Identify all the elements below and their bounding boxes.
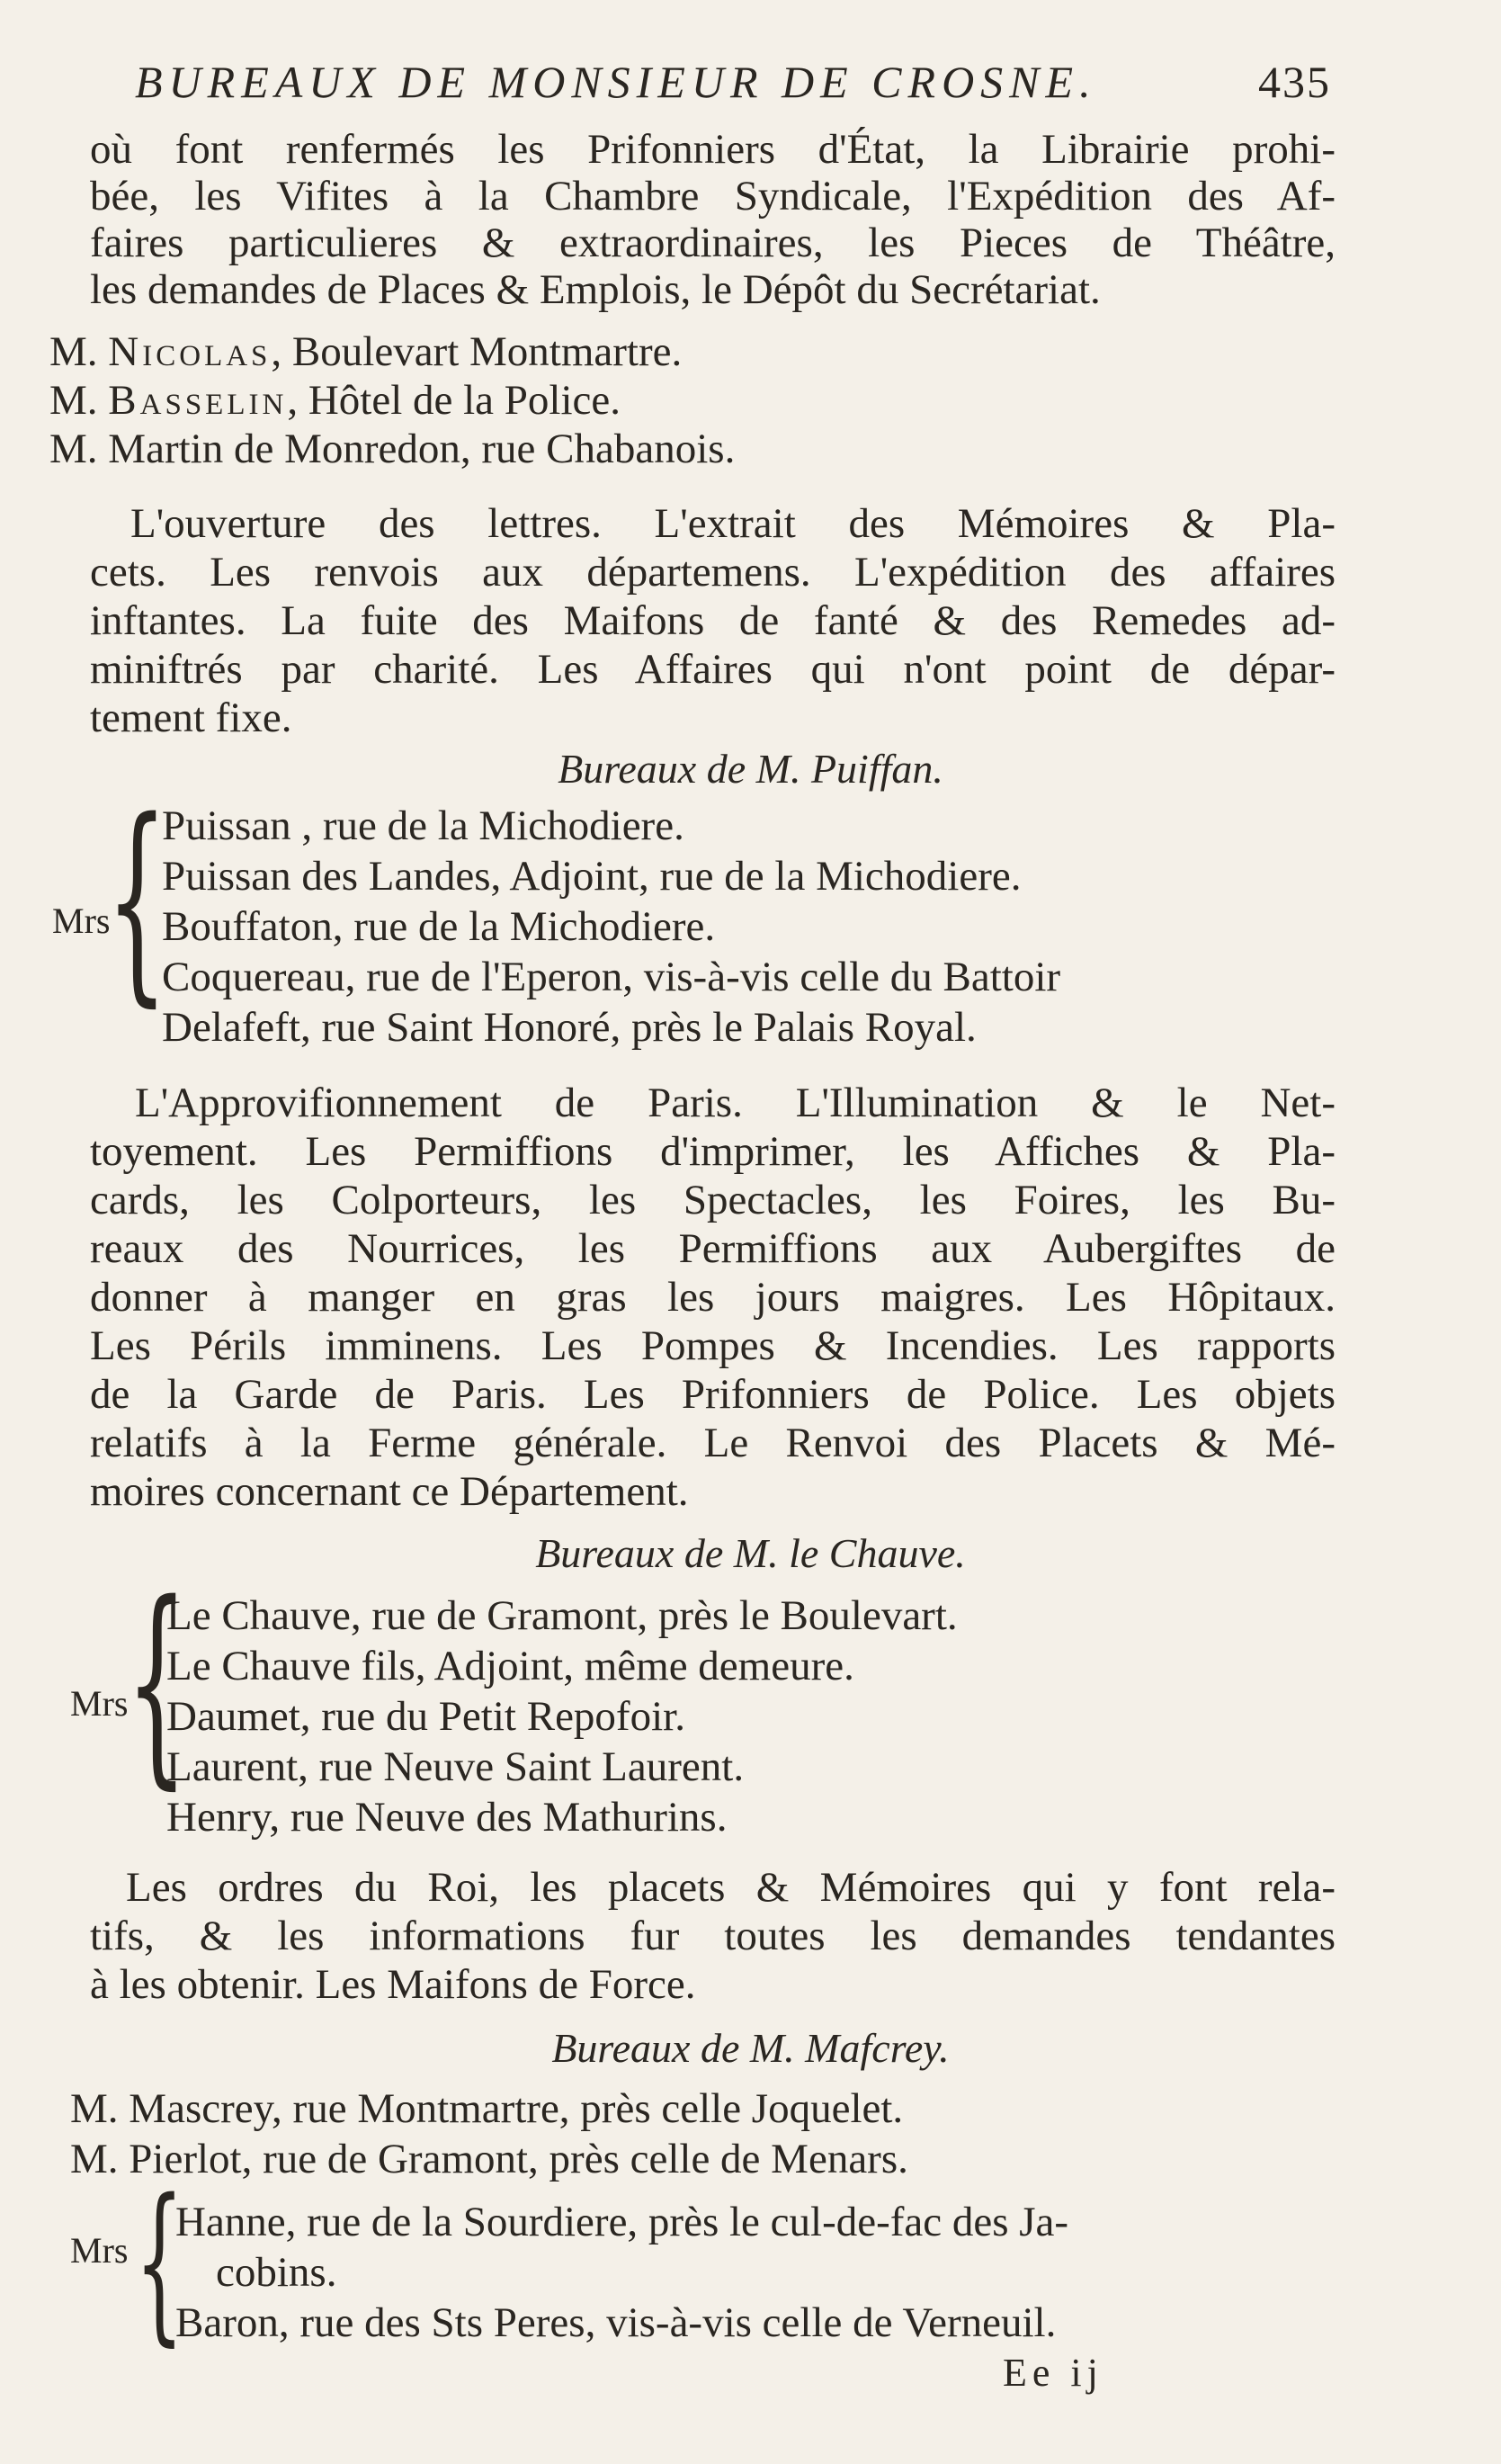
duties-line: de la Garde de Paris. Les Prifonniers de Police. Les objets (90, 1371, 1336, 1418)
duties-line: toyement. Les Permiffions d'imprimer, les Affiches & Pla- (90, 1128, 1336, 1175)
duties-line: Les ordres du Roi, les placets & Mémoires qui y font rela- (126, 1864, 1336, 1911)
member-entry: Baron, rue des Sts Peres, vis-à-vis celle de Verneuil. (175, 2299, 1057, 2346)
member-entry: Puissan , rue de la Michodiere. (162, 802, 684, 849)
duties-line: L'ouverture des lettres. L'extrait des Mémoires & Pla- (130, 500, 1336, 547)
intro-line: bée, les Vifites à la Chambre Syndicale, l'Expédition des Af- (90, 173, 1336, 220)
brace-icon: { (106, 774, 168, 1026)
duties-line: reaux des Nourrices, les Permiffions aux Aubergiftes de (90, 1225, 1336, 1272)
duties-line: donner à manger en gras les jours maigres. Les Hôpitaux. (90, 1274, 1336, 1321)
member-entry: M. Mascrey, rue Montmartre, près celle Joquelet. (70, 2085, 904, 2132)
duties-line: miniftrés par charité. Les Affaires qui n'ont point de dépar- (90, 646, 1336, 693)
plural-label: Mrs (70, 2230, 129, 2271)
staff-entry: M. Basselin, Hôtel de la Police. (49, 377, 621, 424)
intro-line: où font renfermés les Prifonniers d'État, la Librairie prohi- (90, 126, 1336, 173)
intro-line: faires particulieres & extraordinaires, les Pieces de Théâtre, (90, 220, 1336, 266)
brace-icon: { (126, 1556, 188, 1808)
duties-line: cards, les Colporteurs, les Spectacles, les Foires, les Bu- (90, 1177, 1336, 1223)
member-entry: cobins. (216, 2249, 337, 2296)
duties-line: tifs, & les informations fur toutes les demandes tendantes (90, 1913, 1336, 1959)
duties-line: L'Approvifionnement de Paris. L'Illumination & le Net- (135, 1080, 1336, 1126)
plural-label: Mrs (70, 1683, 129, 1724)
staff-entry: M. Nicolas, Boulevart Montmartre. (49, 328, 683, 375)
signature-mark: Ee ij (1003, 2351, 1103, 2395)
member-entry: Delafeft, rue Saint Honoré, près le Palais Royal. (162, 1004, 977, 1051)
member-entry: Le Chauve, rue de Gramont, près le Boulevart. (166, 1592, 958, 1639)
member-entry: Puissan des Landes, Adjoint, rue de la Michodiere. (162, 853, 1022, 900)
member-entry: M. Pierlot, rue de Gramont, près celle de Menars. (70, 2136, 908, 2182)
duties-line: tement fixe. (90, 694, 292, 741)
member-entry: Le Chauve fils, Adjoint, même demeure. (166, 1643, 854, 1689)
duties-line: cets. Les renvois aux départemens. L'expédition des affaires (90, 549, 1336, 596)
member-entry: Hanne, rue de la Sourdiere, près le cul-de-fac des Ja- (175, 2199, 1069, 2245)
plural-label: Mrs (52, 900, 111, 941)
member-entry: Henry, rue Neuve des Mathurins. (166, 1794, 728, 1841)
running-title: BUREAUX DE MONSIEUR DE CROSNE. (135, 57, 1097, 107)
duties-line: moires concernant ce Département. (90, 1468, 689, 1515)
running-head (135, 56, 1331, 108)
member-entry: Bouffaton, rue de la Michodiere. (162, 903, 716, 950)
duties-line: à les obtenir. Les Maifons de Force. (90, 1961, 696, 2008)
bureau-heading: Bureaux de M. Mafcrey. (551, 2025, 950, 2071)
member-entry: Laurent, rue Neuve Saint Laurent. (166, 1743, 745, 1790)
member-entry: Daumet, rue du Petit Repofoir. (166, 1693, 685, 1740)
intro-line: les demandes de Places & Emplois, le Dépôt du Secrétariat. (90, 266, 1101, 313)
page-number: 435 (1258, 57, 1331, 107)
brace-icon: { (135, 2163, 184, 2361)
member-entry: Coquereau, rue de l'Eperon, vis-à-vis celle du Battoir (162, 954, 1061, 1000)
staff-entry: M. Martin de Monredon, rue Chabanois. (49, 426, 736, 472)
bureau-heading: Bureaux de M. le Chauve. (535, 1530, 966, 1576)
duties-line: Les Périls imminens. Les Pompes & Incendies. Les rapports (90, 1322, 1336, 1369)
bureau-heading: Bureaux de M. Puiffan. (558, 746, 943, 792)
duties-line: inftantes. La fuite des Maifons de fanté & des Remedes ad- (90, 597, 1336, 644)
duties-line: relatifs à la Ferme générale. Le Renvoi des Placets & Mé- (90, 1420, 1336, 1466)
